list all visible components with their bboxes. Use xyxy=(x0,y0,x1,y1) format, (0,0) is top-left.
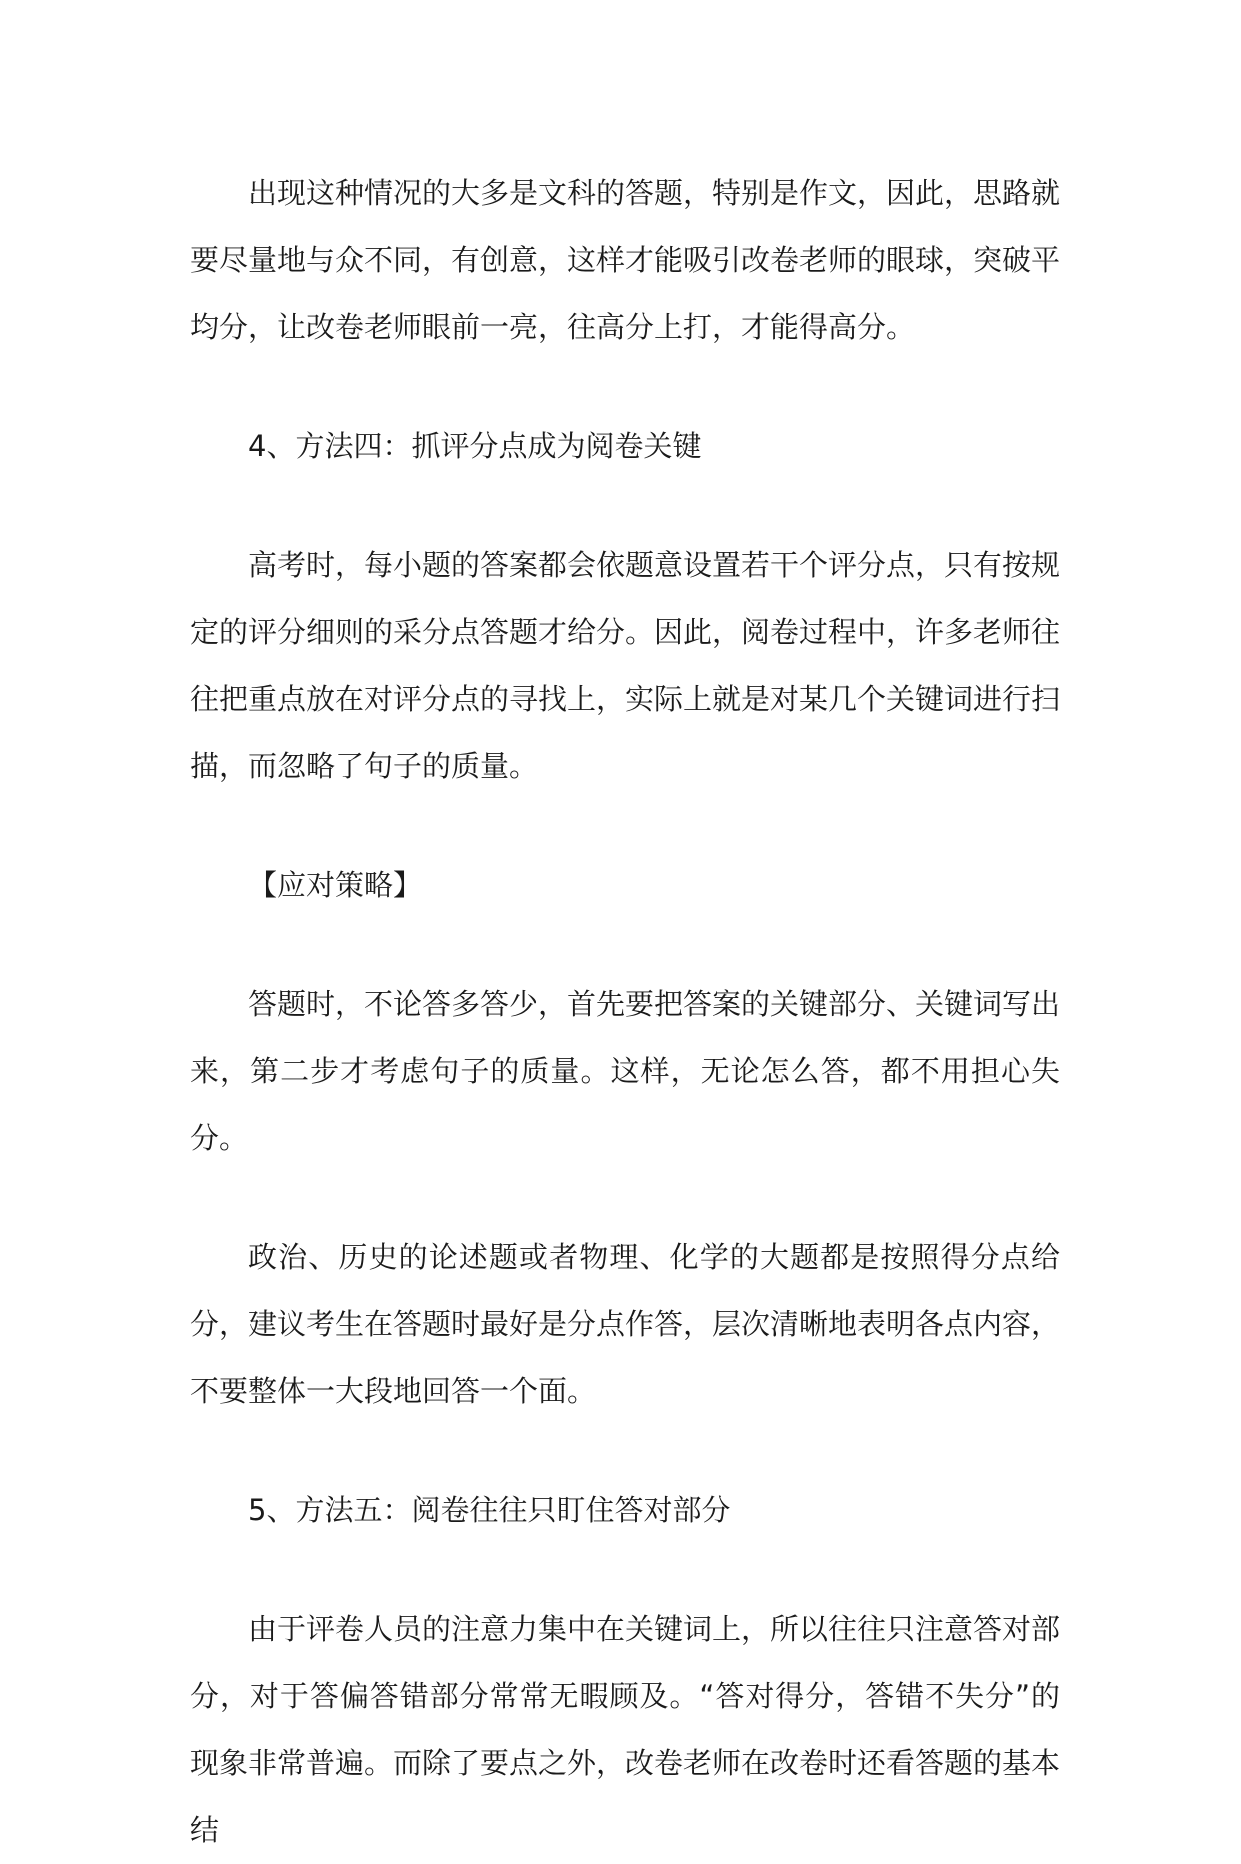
paragraph-scoring-points: 高考时，每小题的答案都会依题意设置若干个评分点，只有按规定的评分细则的采分点答题才给分。因此，阅卷过程中，许多老师往往把重点放在对评分点的寻找上，实际上就是对某几个关键词进行扫描，而忽略了句子的质量。 xyxy=(190,548,1061,783)
paragraph-correct-parts: 由于评卷人员的注意力集中在关键词上，所以往往只注意答对部分，对于答偏答错部分常常无暇顾及。“答对得分，答错不失分”的现象非常普遍。而除了要点之外，改卷老师在改卷时还看答题的基本结 xyxy=(190,1612,1061,1847)
paragraph-essay-questions: 政治、历史的论述题或者物理、化学的大题都是按照得分点给分，建议考生在答题时最好是分点作答，层次清晰地表明各点内容，不要整体一大段地回答一个面。 xyxy=(190,1240,1061,1408)
document-body xyxy=(190,160,1060,1864)
strategy-heading: 【应对策略】 xyxy=(248,868,423,902)
section-heading-method-5: 5、方法五：阅卷往往只盯住答对部分 xyxy=(248,1493,731,1527)
section-heading-method-4: 4、方法四：抓评分点成为阅卷关键 xyxy=(248,429,702,463)
paragraph-intro: 出现这种情况的大多是文科的答题，特别是作文，因此，思路就要尽量地与众不同，有创意，这样才能吸引改卷老师的眼球，突破平均分，让改卷老师眼前一亮，往高分上打，才能得高分。 xyxy=(190,176,1061,344)
paragraph-strategy: 答题时，不论答多答少，首先要把答案的关键部分、关键词写出来，第二步才考虑句子的质量。这样，无论怎么答，都不用担心失分。 xyxy=(190,987,1061,1155)
